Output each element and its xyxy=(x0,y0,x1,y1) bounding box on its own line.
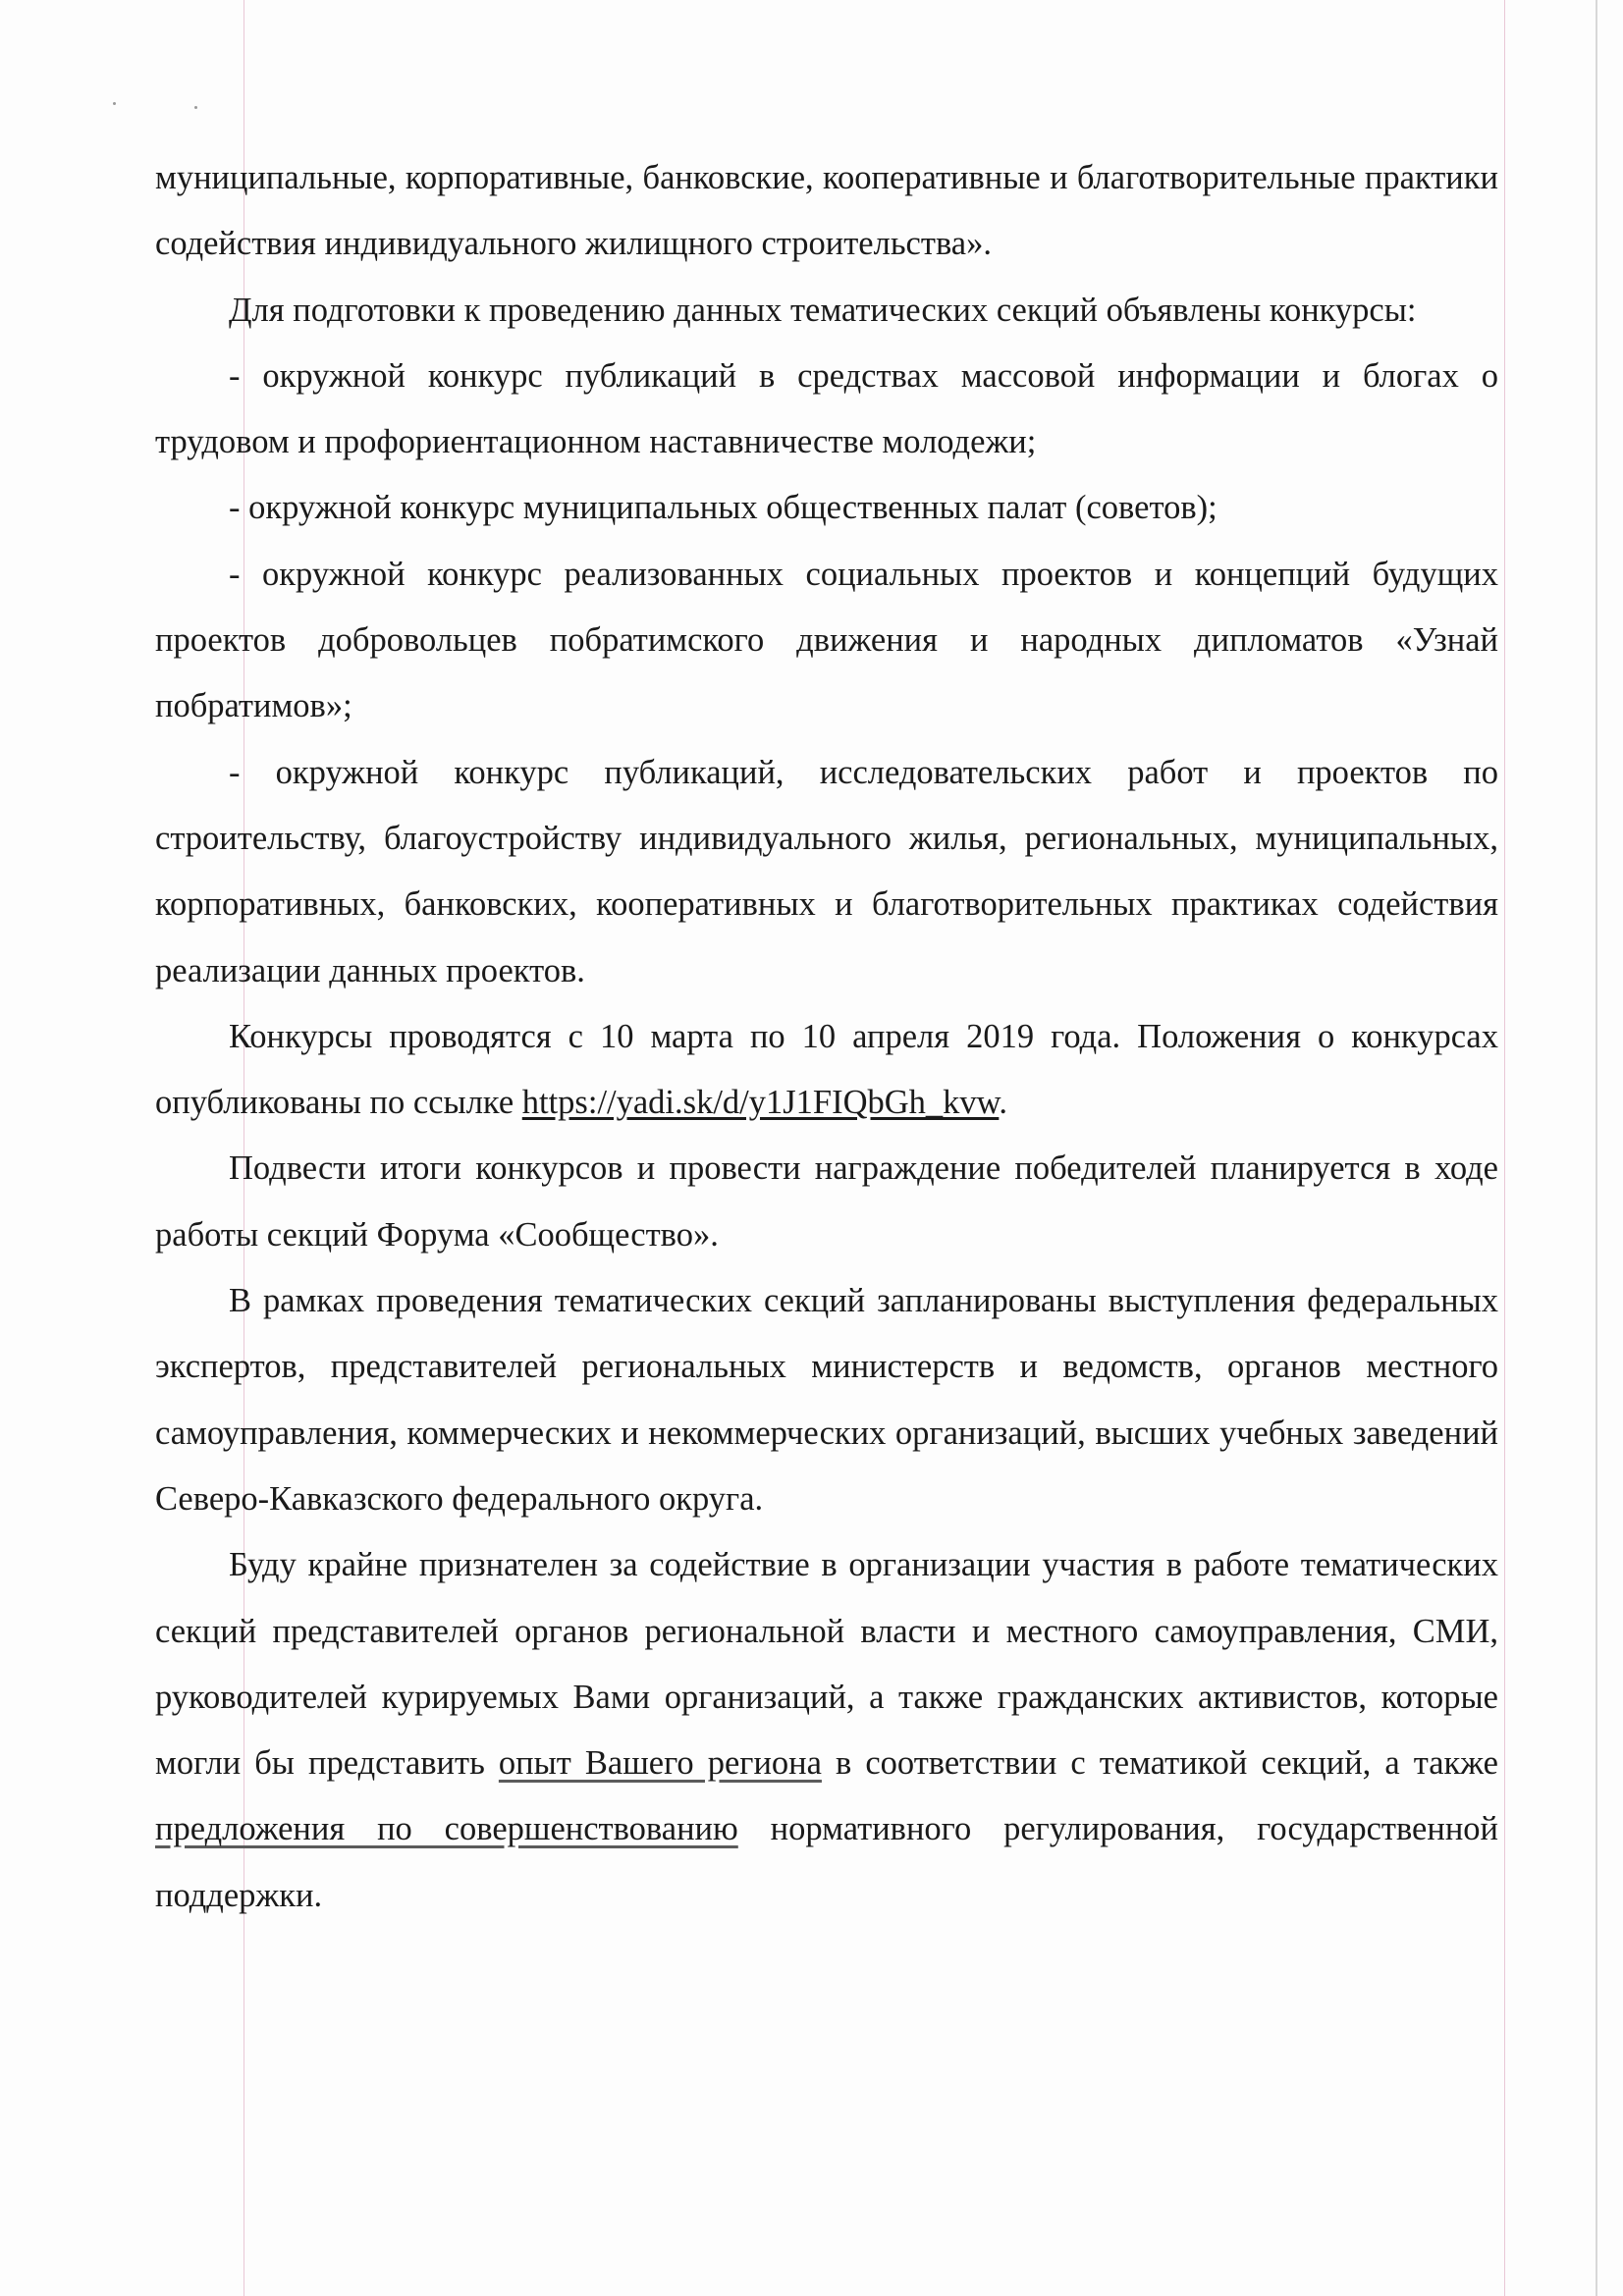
scan-edge xyxy=(1596,0,1597,2296)
paragraph-awards: Подвести итоги конкурсов и провести награждение победителей планируется в ходе работы секций Форума «Сообщество». xyxy=(155,1149,1498,1254)
list-item-housing-contest: - окружной конкурс публикаций, исследовательских работ и проектов по строительству, благоустройству индивидуального жилья, региональных, муниципальных, корпоративных, банковских, кооперативных и благотворительных практиках содействия реализации данных проектов. xyxy=(155,753,1498,989)
underlined-improvement-proposals: предложения по совершенствованию xyxy=(155,1810,738,1848)
request-text-a: Буду крайне признателен за содействие в организации участия в работе тематических секций представителей органов региональной власти и местного самоуправления, СМИ, руководителей курируемых Вами организаций, а также гражданских активистов, которые могли бы представить xyxy=(155,1546,1498,1783)
request-text-c: нормативного регулирования, государственной поддержки. xyxy=(155,1810,1499,1914)
request-text-b: в соответствии с тематикой секций, а также xyxy=(836,1744,1498,1783)
paragraph-speakers: В рамках проведения тематических секций запланированы выступления федеральных экспертов, представителей региональных министерств и ведомств, органов местного самоуправления, коммерческих и некоммерческих организаций, высших учебных заведений Северо-Кавказского федерального округа. xyxy=(155,1282,1498,1518)
right-margin-line xyxy=(1504,0,1505,2296)
paragraph-request xyxy=(155,1532,1498,1929)
scan-speck xyxy=(194,106,197,109)
document-body xyxy=(155,145,1498,1929)
contest-dates-text: Конкурсы проводятся с 10 марта по 10 апреля 2019 года. Положения о конкурсах опубликованы по ссылке xyxy=(155,1017,1498,1122)
contest-regulations-link[interactable]: https://yadi.sk/d/y1J1FIQbGh_kvw xyxy=(521,1084,1000,1122)
underlined-region-experience: опыт Вашего региона xyxy=(498,1744,822,1783)
scan-speck xyxy=(113,102,116,105)
paragraph-practices: муниципальные, корпоративные, банковские, кооперативные и благотворительные практики содействия индивидуального жилищного строительства». xyxy=(155,159,1498,263)
paragraph-contest-dates xyxy=(155,1004,1498,1137)
list-item-chambers-contest: - окружной конкурс муниципальных общественных палат (советов); xyxy=(229,489,1217,527)
list-item-media-contest: - окружной конкурс публикаций в средствах массовой информации и блогах о трудовом и профориентационном наставничестве молодежи; xyxy=(155,356,1498,461)
paragraph-contests-intro: Для подготовки к проведению данных тематических секций объявлены конкурсы: xyxy=(229,291,1417,329)
list-item-social-projects-contest: - окружной конкурс реализованных социальных проектов и концепций будущих проектов добровольцев побратимского движения и народных дипломатов «Узнай побратимов»; xyxy=(155,555,1498,725)
contest-dates-end: . xyxy=(999,1084,1007,1122)
